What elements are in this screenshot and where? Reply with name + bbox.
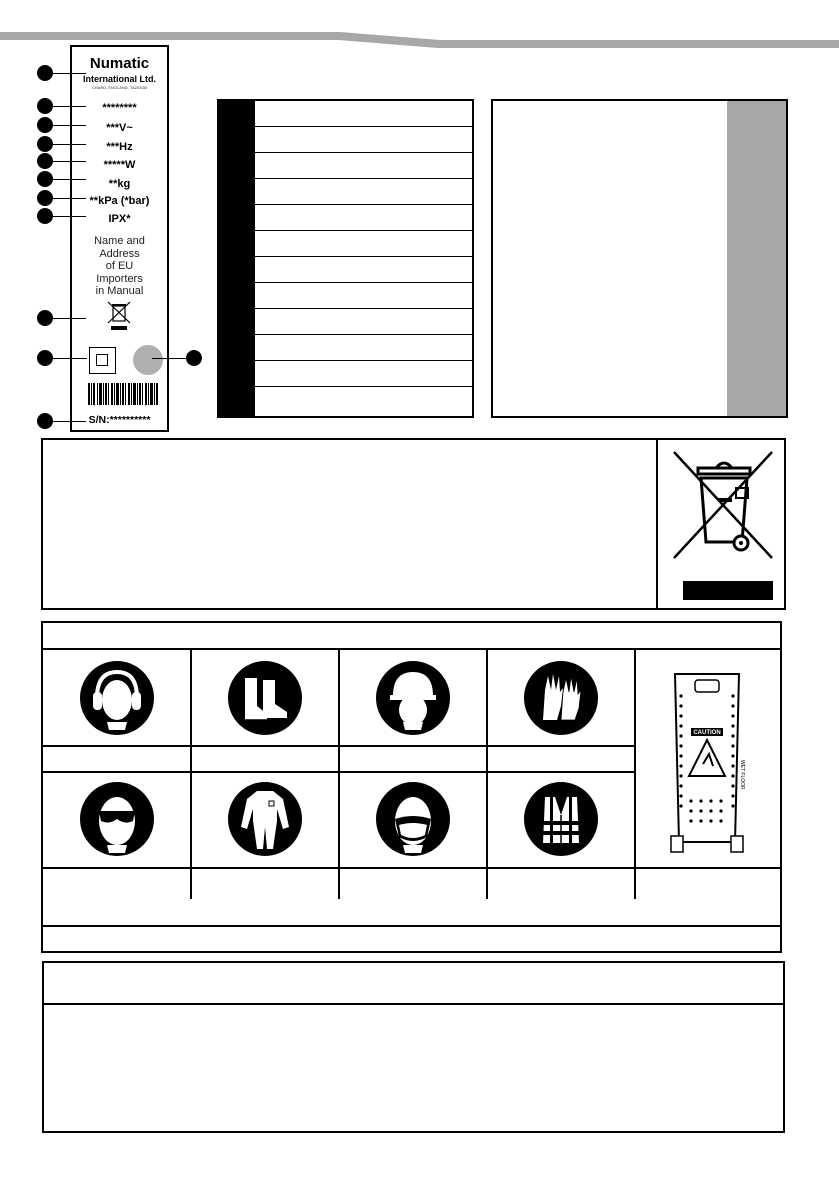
callout-marker — [37, 153, 53, 169]
importer-line: Address — [99, 247, 140, 260]
key-row — [219, 309, 472, 335]
spec-model: ******** — [102, 102, 137, 114]
callout-leader — [52, 73, 86, 74]
callout-marker — [37, 190, 53, 206]
key-row — [219, 127, 472, 153]
protective-gloves-icon — [523, 660, 599, 736]
label-weee-icon — [106, 301, 132, 331]
ppe-header-row — [41, 621, 782, 650]
spec-pressure: **kPa (*bar) — [89, 195, 150, 207]
callout-leader — [52, 161, 86, 162]
hard-hat-icon — [375, 660, 451, 736]
key-number — [219, 101, 255, 126]
key-row — [219, 231, 472, 257]
importer-line: Importers — [96, 272, 143, 285]
double-insulation-class-ii-icon — [89, 347, 116, 374]
key-number — [219, 127, 255, 152]
grid-divider — [43, 867, 780, 869]
spec-power: *****W — [103, 159, 136, 171]
company-name: International Ltd. — [83, 74, 156, 84]
grid-divider — [190, 650, 192, 899]
key-row — [219, 101, 472, 127]
key-number — [219, 231, 255, 256]
grid-divider — [634, 650, 636, 899]
spec-voltage: ***V~ — [106, 122, 133, 134]
callout-marker — [37, 117, 53, 133]
callout-marker — [37, 413, 53, 429]
key-number — [219, 361, 255, 386]
grid-divider — [43, 925, 780, 927]
company-address: CHARD, ENGLAND, TA203GB — [91, 85, 148, 90]
spec-ip-rating: IPX* — [108, 213, 131, 225]
spec-frequency: ***Hz — [106, 141, 133, 153]
key-row — [219, 205, 472, 231]
callout-marker — [37, 65, 53, 81]
grid-divider — [43, 771, 635, 773]
callout-marker — [37, 171, 53, 187]
safety-boots-icon — [227, 660, 303, 736]
importer-line: in Manual — [95, 285, 144, 297]
key-row — [219, 179, 472, 205]
callout-leader — [52, 216, 86, 217]
info-panel — [491, 99, 788, 418]
key-number — [219, 309, 255, 334]
key-row — [219, 283, 472, 309]
key-row — [219, 153, 472, 179]
callout-leader — [52, 318, 86, 319]
sign-caution-text: CAUTION — [693, 730, 721, 736]
certification-mark — [133, 345, 163, 375]
bottom-divider — [44, 1003, 783, 1005]
key-number — [219, 179, 255, 204]
importer-line: of EU — [105, 260, 134, 272]
grid-divider — [338, 650, 340, 899]
callout-marker — [37, 136, 53, 152]
key-number — [219, 153, 255, 178]
callout-marker — [186, 350, 202, 366]
grid-divider — [43, 745, 635, 747]
bottom-notes-box — [42, 961, 785, 1133]
callout-leader — [52, 144, 86, 145]
key-row — [219, 361, 472, 387]
key-row — [219, 335, 472, 361]
key-number — [219, 335, 255, 360]
grid-divider — [486, 650, 488, 899]
callout-leader — [52, 421, 86, 422]
key-row — [219, 387, 472, 416]
callout-leader — [52, 125, 86, 126]
sign-wet-floor-text: WET FLOOR — [739, 760, 745, 790]
ear-protection-icon — [79, 660, 155, 736]
key-table — [217, 99, 474, 418]
protective-overalls-icon — [227, 781, 303, 857]
callout-leader — [52, 106, 86, 107]
importer-line: Name and — [94, 235, 145, 247]
high-visibility-vest-icon — [523, 781, 599, 857]
callout-marker — [37, 350, 53, 366]
callout-marker — [37, 310, 53, 326]
weee-divider — [656, 440, 658, 608]
key-number — [219, 205, 255, 230]
callout-marker — [37, 208, 53, 224]
key-number — [219, 387, 255, 416]
callout-leader — [52, 358, 87, 359]
crossed-out-wheelie-bin-icon — [668, 450, 778, 602]
key-number — [219, 257, 255, 282]
callout-leader — [52, 179, 86, 180]
callout-leader — [152, 358, 186, 359]
serial-number: S/N:********** — [88, 414, 151, 426]
ppe-grid — [41, 648, 782, 953]
spec-weight: **kg — [108, 178, 131, 190]
eye-protection-icon — [79, 781, 155, 857]
callout-leader — [52, 198, 86, 199]
callout-marker — [37, 98, 53, 114]
barcode — [88, 383, 158, 405]
key-number — [219, 283, 255, 308]
key-row — [219, 257, 472, 283]
importer-note — [72, 235, 167, 298]
brand-name: Numatic — [89, 55, 150, 72]
weee-disposal-box — [41, 438, 786, 610]
face-mask-icon — [375, 781, 451, 857]
rating-label — [70, 45, 169, 432]
info-panel-grey-strip — [727, 101, 786, 416]
